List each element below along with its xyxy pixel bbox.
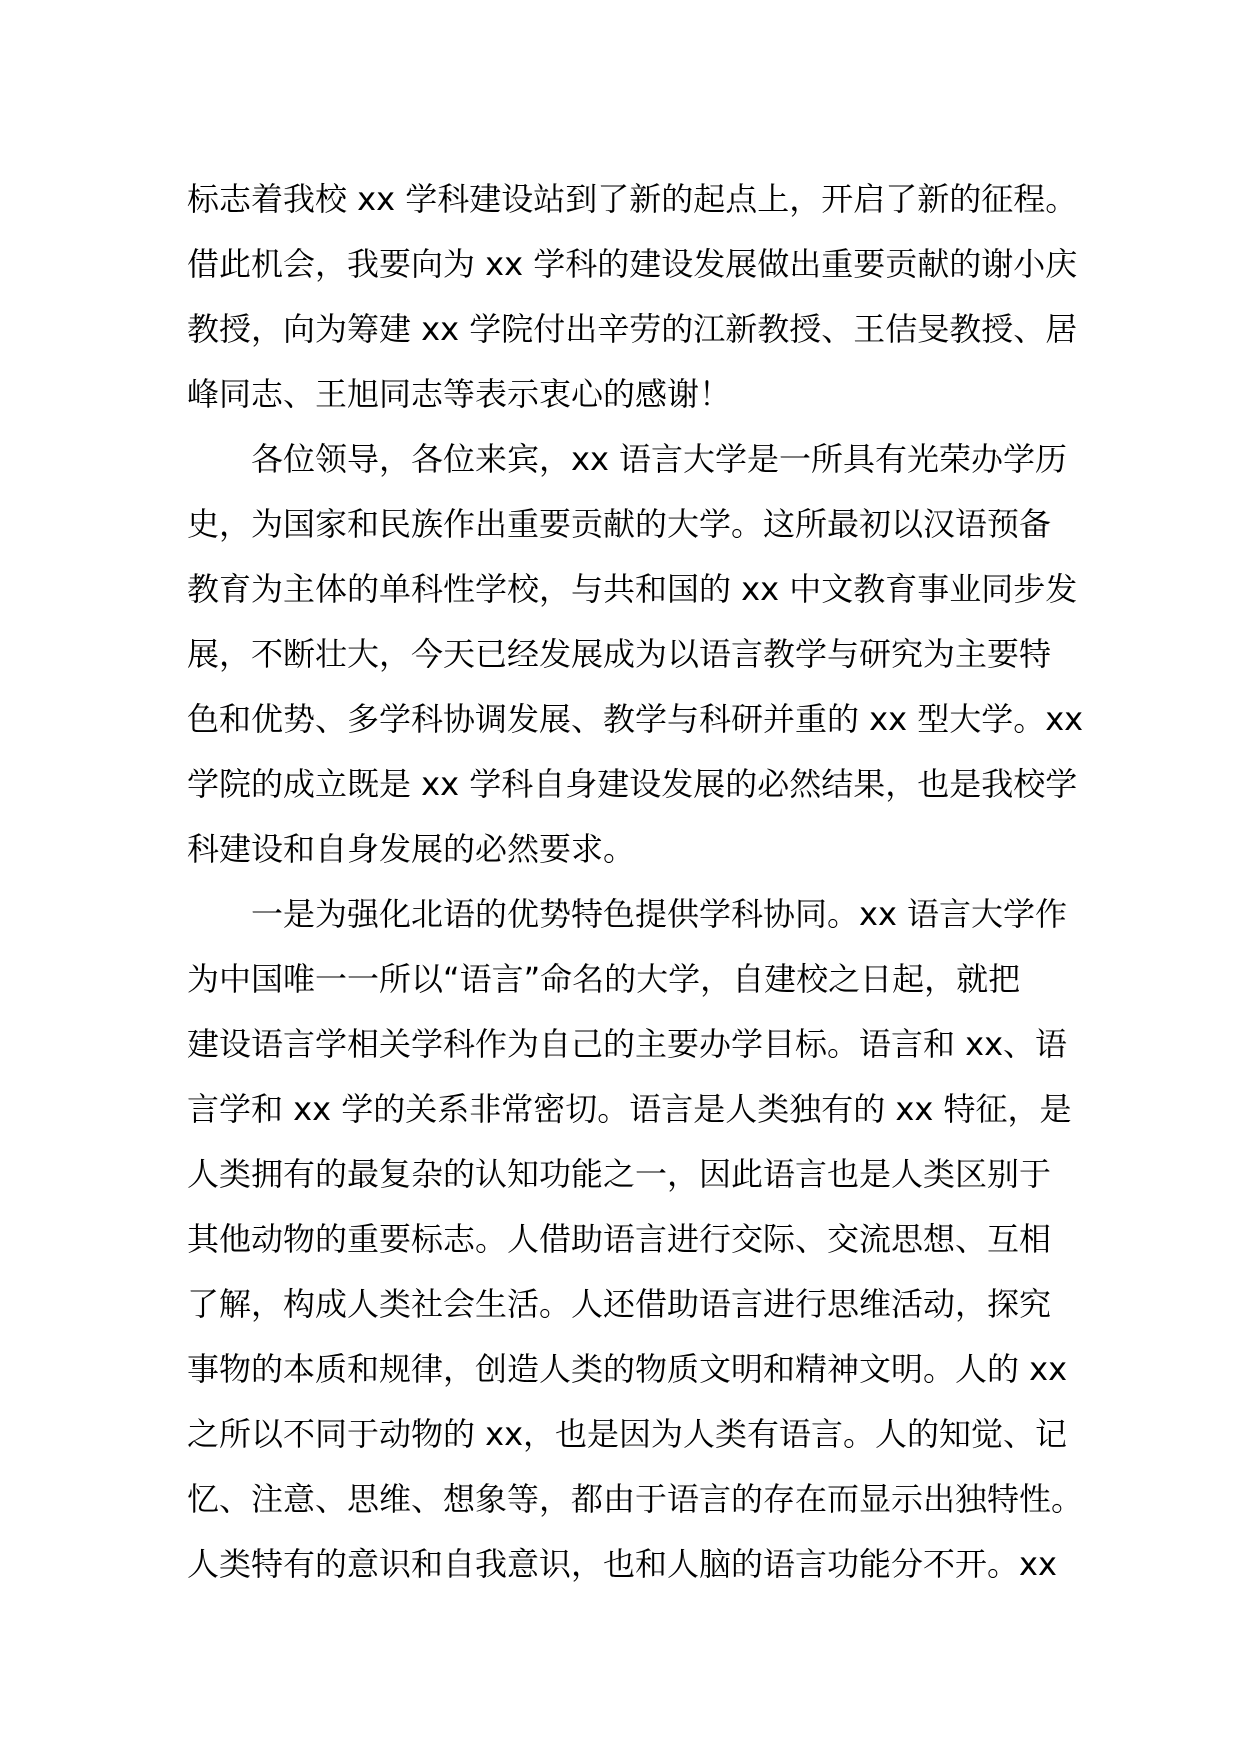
text-line: 学院的成立既是 xx 学科自身建设发展的必然结果，也是我校学 (187, 765, 1078, 803)
text-line: 一是为强化北语的优势特色提供学科协同。xx 语言大学作 (251, 895, 1068, 933)
text-line: 科建设和自身发展的必然要求。 (187, 830, 636, 868)
text-line: 教育为主体的单科性学校，与共和国的 xx 中文教育事业同步发 (187, 570, 1078, 608)
text-line: 言学和 xx 学的关系非常密切。语言是人类独有的 xx 特征，是 (187, 1090, 1072, 1128)
text-line: 峰同志、王旭同志等表示衷心的感谢！ (187, 375, 732, 413)
text-line: 建设语言学相关学科作为自己的主要办学目标。语言和 xx、语 (187, 1025, 1068, 1063)
text-line: 各位领导，各位来宾，xx 语言大学是一所具有光荣办学历 (251, 440, 1068, 478)
text-line: 事物的本质和规律，创造人类的物质文明和精神文明。人的 xx (187, 1350, 1068, 1388)
text-line: 人类特有的意识和自我意识，也和人脑的语言功能分不开。xx (187, 1545, 1057, 1583)
text-line: 忆、注意、思维、想象等，都由于语言的存在而显示出独特性。 (187, 1480, 1084, 1518)
text-line: 人类拥有的最复杂的认知功能之一，因此语言也是人类区别于 (187, 1155, 1052, 1193)
text-line: 史，为国家和民族作出重要贡献的大学。这所最初以汉语预备 (187, 505, 1052, 543)
text-line: 借此机会，我要向为 xx 学科的建设发展做出重要贡献的谢小庆 (187, 245, 1078, 283)
text-line: 了解，构成人类社会生活。人还借助语言进行思维活动，探究 (187, 1285, 1052, 1323)
text-line: 教授，向为筹建 xx 学院付出辛劳的江新教授、王佶旻教授、居 (187, 310, 1078, 348)
text-line: 色和优势、多学科协调发展、教学与科研并重的 xx 型大学。xx (187, 700, 1084, 738)
text-line: 展，不断壮大，今天已经发展成为以语言教学与研究为主要特 (187, 635, 1052, 673)
text-line: 其他动物的重要标志。人借助语言进行交际、交流思想、互相 (187, 1220, 1052, 1258)
text-line: 标志着我校 xx 学科建设站到了新的起点上，开启了新的征程。 (187, 180, 1078, 218)
text-line: 为中国唯一一所以“语言”命名的大学，自建校之日起，就把 (187, 960, 1021, 998)
text-line: 之所以不同于动物的 xx，也是因为人类有语言。人的知觉、记 (187, 1415, 1068, 1453)
body-text (187, 167, 1084, 1597)
